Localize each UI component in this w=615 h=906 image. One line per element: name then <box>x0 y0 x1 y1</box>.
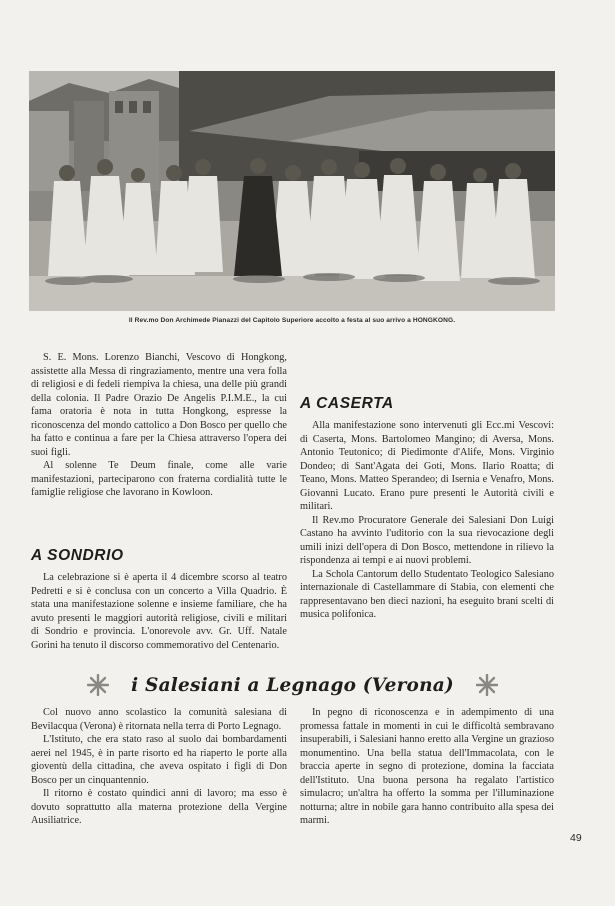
article-banner <box>85 668 500 702</box>
paragraph: Il ritorno è costato quindici anni di lavoro; ma esso è dovuto soprattutto alla materna protezione della Vergine Ausiliatrice. <box>31 788 287 826</box>
section-heading-sondrio: A SONDRIO <box>31 547 124 564</box>
article-title: i Salesiani a Legnago (Verona) <box>131 674 454 696</box>
paragraph: Al solenne Te Deum finale, come alle varie manifestazioni, parteciparono con fraterna cordialità tutte le famiglie religiose che lavorano in Kowloon. <box>31 460 287 498</box>
paragraph: Alla manifestazione sono intervenuti gli Ecc.mi Vescovi: di Caserta, Mons. Bartolomeo Mangino; di Aversa, Mons. Antonio Teutonico; di Piedimonte d'Alife, Mons. Virginio Dondeo; di Sant'Agata dei Goti, Mons. Ilario Roatta; di Teano, Mons. Matteo Sperandeo; di Isernia e Venafro, Mons. Giovanni Lucato. Erano pure presenti le Autorità civili e militari. <box>300 420 554 512</box>
paragraph: Il Rev.mo Procuratore Generale dei Salesiani Don Luigi Castano ha avvinto l'uditorio con la sua rievocazione degli umili inizi dell'opera di Don Bosco, mettendone in rilievo la rispondenza ai tempi e ai nuovi problemi. <box>300 514 554 566</box>
star-ornament-icon <box>87 674 109 696</box>
page-number: 49 <box>570 832 582 844</box>
section-heading-caserta: A CASERTA <box>300 395 394 412</box>
paragraph: Col nuovo anno scolastico la comunità salesiana di Bevilacqua (Verona) è ritornata nella terra di Porto Legnago. <box>31 707 287 732</box>
column-hongkong <box>31 351 287 500</box>
star-ornament-icon <box>476 674 498 696</box>
photo-caption: Il Rev.mo Don Archimede Pianazzi del Capitolo Superiore accolto a festa al suo arrivo a HONGKONG. <box>128 317 456 324</box>
column-sondrio <box>31 571 287 652</box>
photo-illustration <box>29 71 555 311</box>
column-legnago-left <box>31 706 287 828</box>
column-caserta <box>300 419 554 622</box>
paragraph: La celebrazione si è aperta il 4 dicembre scorso al teatro Pedretti e si è conclusa con un concerto a Villa Quadrio. È stata una manifestazione solenne e insieme familiare, che ha avuto presenti le maggiori autorità religiose, civili e militari di Sondrio e provincia. L'onorevole avv. Gr. Uff. Natale Gorini ha tenuto il discorso commemorativo del Centenario. <box>31 572 287 651</box>
paragraph: L'Istituto, che era stato raso al suolo dai bombardamenti aerei nel 1945, è in parte risorto ed ha riaperto le porte alla gioventù della cittadina, che aveva ospitato i figli di Don Bosco per un cinquantennio. <box>31 734 287 786</box>
paragraph: In pegno di riconoscenza e in adempimento di una promessa fattale in momenti in cui le difficoltà sembravano insuperabili, i Salesiani hanno eretto alla Vergine un grazioso monumentino. Una bella statua dell'Immacolata, con le braccia aperte in segno di protezione, domina la facciata dell'Istituto. Una buona persona ha regalato l'artistico simulacro; un'altra ha offerto la somma per l'illuminazione notturna; altre in nobile gara hanno contribuito alla spesa dei marmi. <box>300 707 554 826</box>
group-photo <box>29 71 555 311</box>
paragraph: S. E. Mons. Lorenzo Bianchi, Vescovo di Hongkong, assistette alla Messa di ringraziamento, mentre una vera folla di religiosi e di fedeli riempiva la chiesa, una delle più grandi della colonia. Il Padre Orazio De Angelis P.I.M.E., la cui fama oratoria è nota in tutta Hongkong, espresse la riconoscenza del mondo cattolico a Don Bosco per quello che ha fatto e continua a fare per la Chiesa attraverso l'opera dei suoi figli. <box>31 352 287 458</box>
column-legnago-right <box>300 706 554 828</box>
paragraph: La Schola Cantorum dello Studentato Teologico Salesiano internazionale di Castellammare di Stabia, con elementi che rappresentavano ben dieci nazioni, ha eseguito brani scelti di musica polifonica. <box>300 568 554 620</box>
